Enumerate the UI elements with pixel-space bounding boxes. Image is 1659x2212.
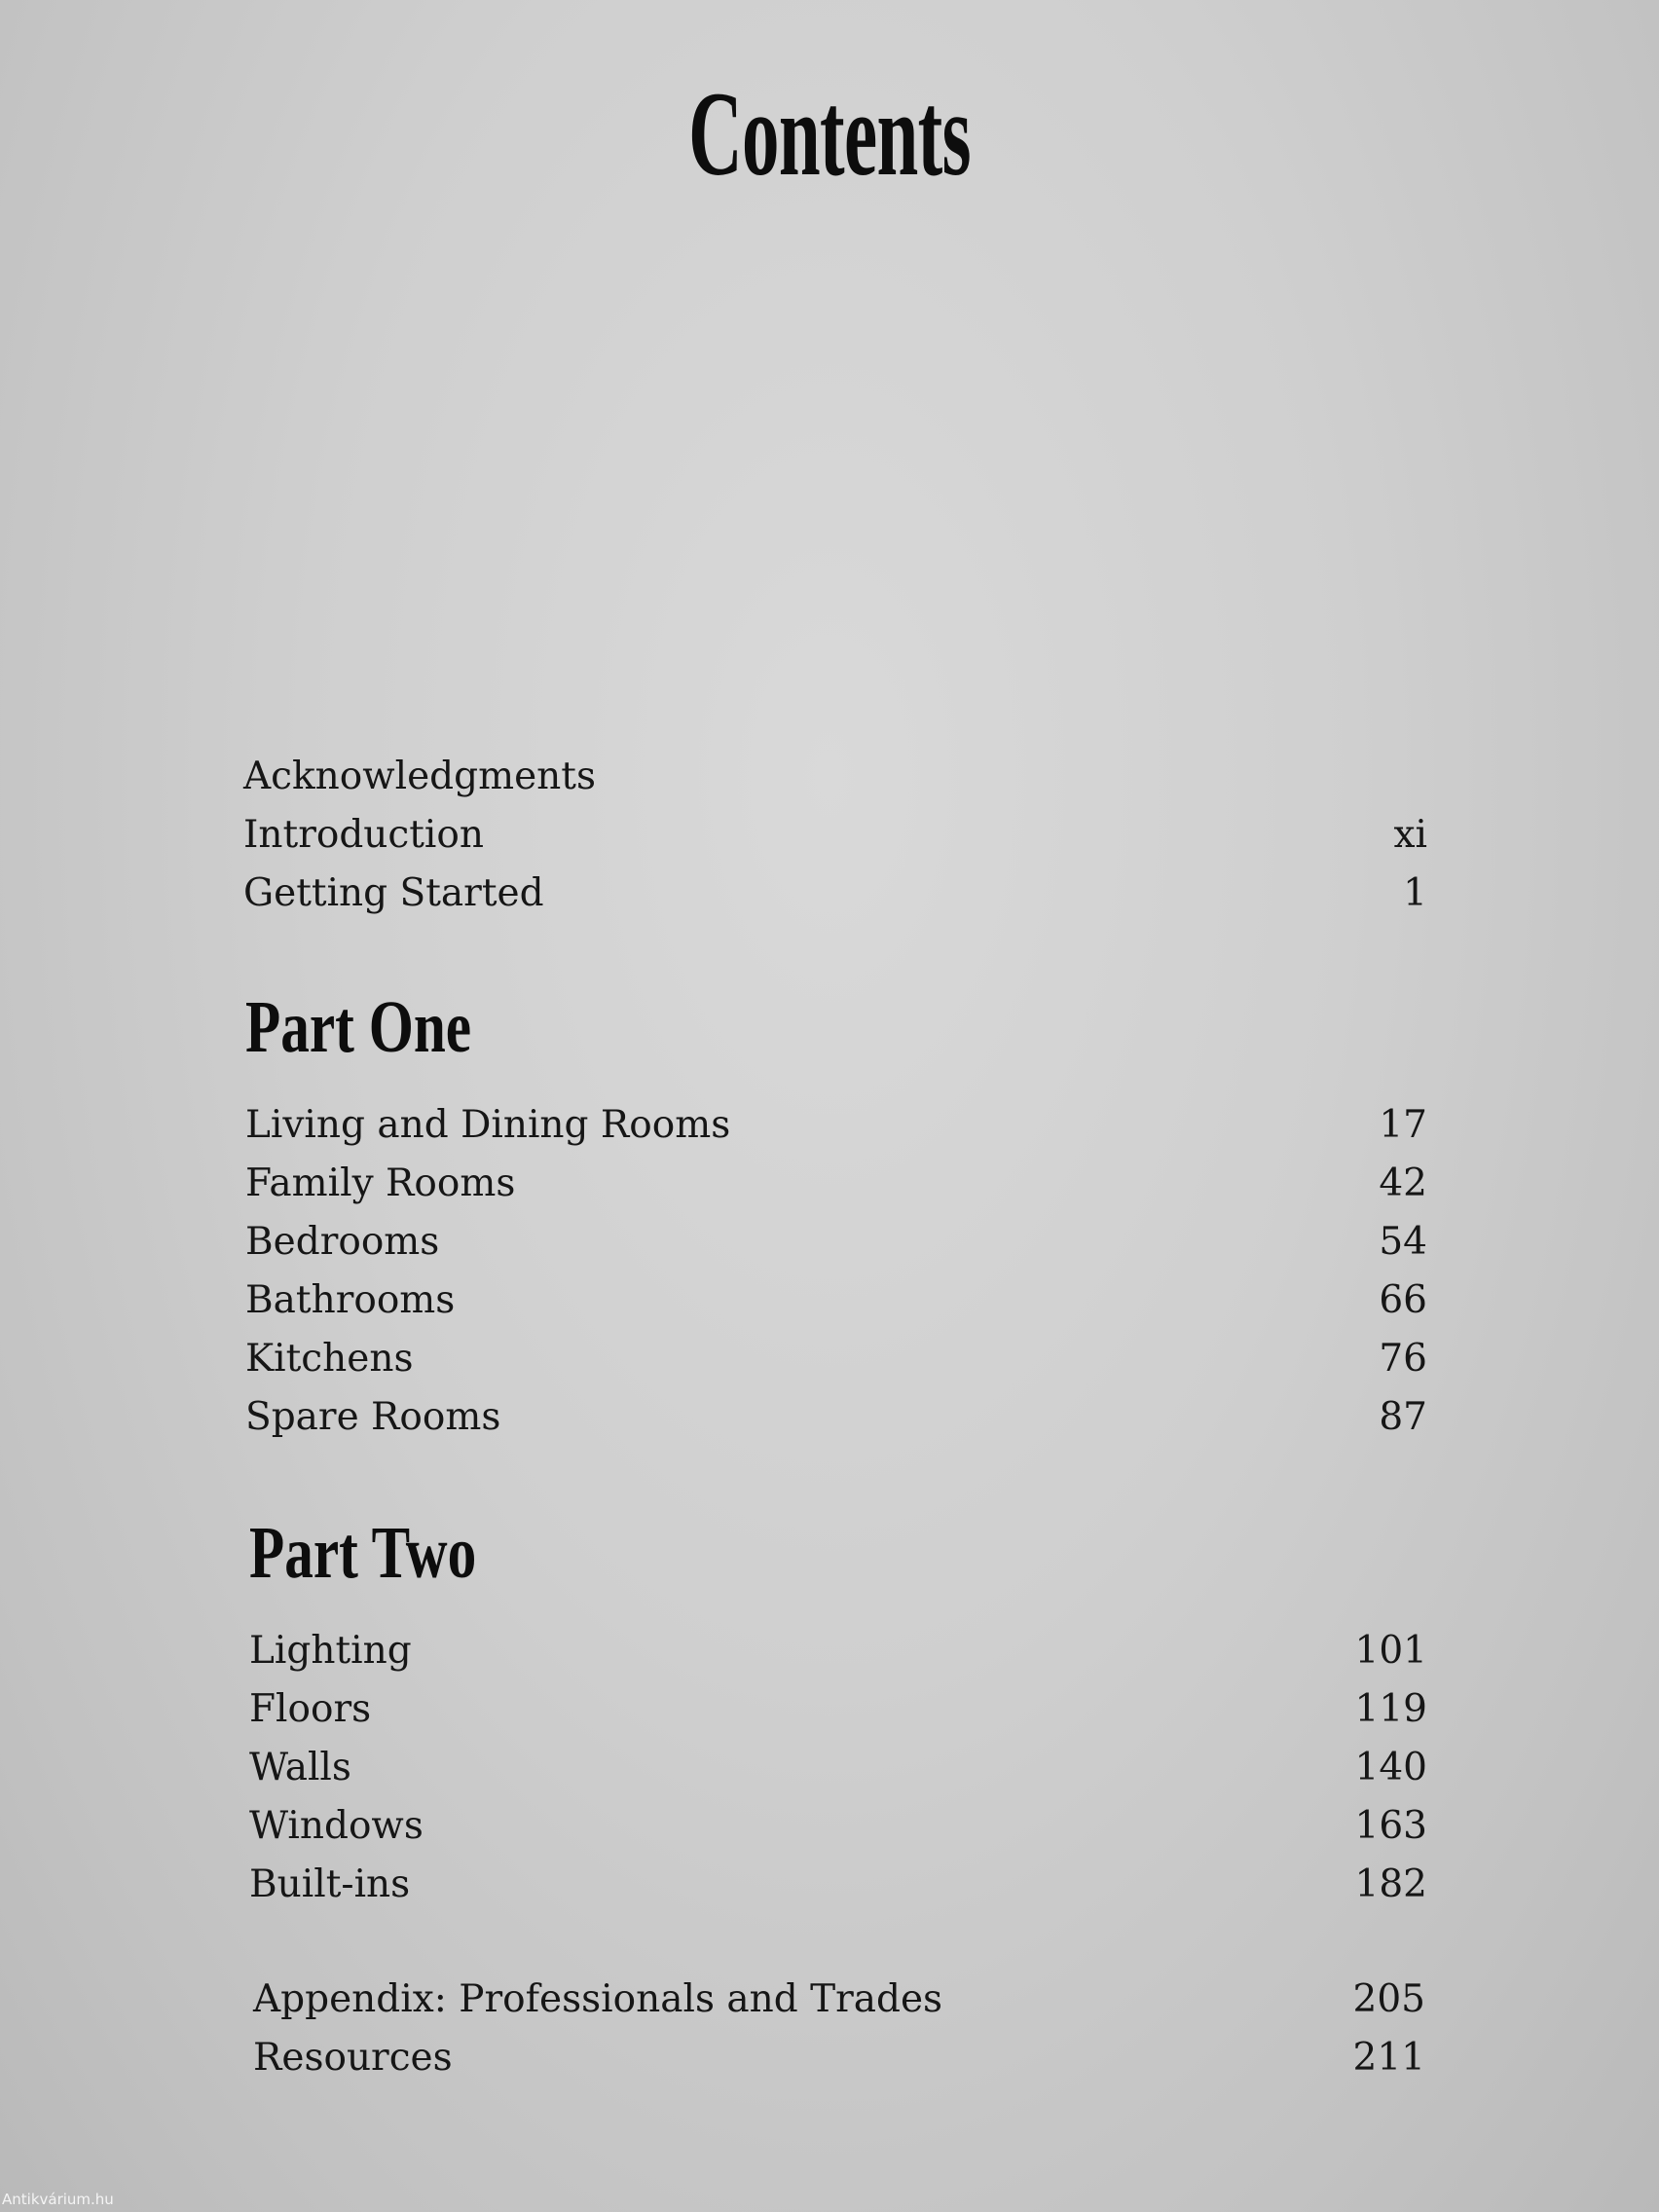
toc-entry-page: xi [1393,813,1427,857]
toc-entry-bathrooms [245,1272,1427,1330]
toc-entry-title: Walls [249,1746,351,1789]
toc-entry-title: Floors [249,1687,372,1731]
toc-entry-living-and-dining-rooms [245,1096,1427,1155]
toc-entry-page: 1 [1403,871,1427,915]
toc-entry-introduction [243,806,1427,865]
toc-entry-appendix [253,1971,1425,2029]
toc-entry-kitchens [245,1330,1427,1388]
toc-entry-page: 17 [1379,1103,1427,1147]
toc-entry-family-rooms [245,1155,1427,1213]
toc-entry-page: 182 [1354,1862,1427,1906]
toc-entry-page: 66 [1379,1278,1427,1322]
toc-entry-title: Family Rooms [245,1161,516,1205]
toc-entry-page: 163 [1354,1804,1427,1848]
toc-entry-floors [249,1680,1427,1739]
toc-entry-page: 42 [1379,1161,1427,1205]
toc-entry-page: 205 [1352,1977,1425,2021]
toc-entry-title: Windows [249,1804,424,1848]
toc-entry-walls [249,1739,1427,1797]
back-matter-list [253,1971,1425,2087]
part-one-heading: Part One [245,986,472,1068]
toc-entry-title: Living and Dining Rooms [245,1103,731,1147]
toc-entry-title: Getting Started [243,871,544,915]
toc-entry-spare-rooms [245,1388,1427,1447]
part-two-heading: Part Two [249,1512,477,1594]
page-title: Contents [688,67,971,201]
toc-entry-getting-started [243,865,1427,923]
toc-entry-title: Resources [253,2036,453,2080]
toc-entry-title: Acknowledgments [243,755,596,798]
toc-entry-lighting [249,1622,1427,1680]
toc-entry-title: Bathrooms [245,1278,456,1322]
toc-entry-title: Lighting [249,1629,412,1673]
toc-entry-title: Bedrooms [245,1220,440,1264]
watermark: Antikvárium.hu [2,2191,114,2208]
toc-entry-title: Introduction [243,813,484,857]
toc-entry-resources [253,2029,1425,2087]
toc-entry-page: 87 [1379,1395,1427,1439]
toc-entry-page: 54 [1379,1220,1427,1264]
part-one-list [245,1096,1427,1447]
part-two-list [249,1622,1427,1914]
toc-entry-page: 140 [1354,1746,1427,1789]
toc-entry-page: 76 [1379,1337,1427,1381]
toc-entry-title: Kitchens [245,1337,414,1381]
toc-entry-page: 211 [1352,2036,1425,2080]
front-matter-list [243,748,1427,923]
toc-entry-windows [249,1797,1427,1856]
toc-entry-acknowledgments [243,748,1427,806]
toc-entry-built-ins [249,1856,1427,1914]
toc-entry-title: Spare Rooms [245,1395,501,1439]
toc-entry-bedrooms [245,1213,1427,1272]
toc-entry-title: Appendix: Professionals and Trades [253,1977,943,2021]
toc-entry-page: 119 [1354,1687,1427,1731]
toc-entry-page: 101 [1354,1629,1427,1673]
toc-entry-title: Built-ins [249,1862,411,1906]
